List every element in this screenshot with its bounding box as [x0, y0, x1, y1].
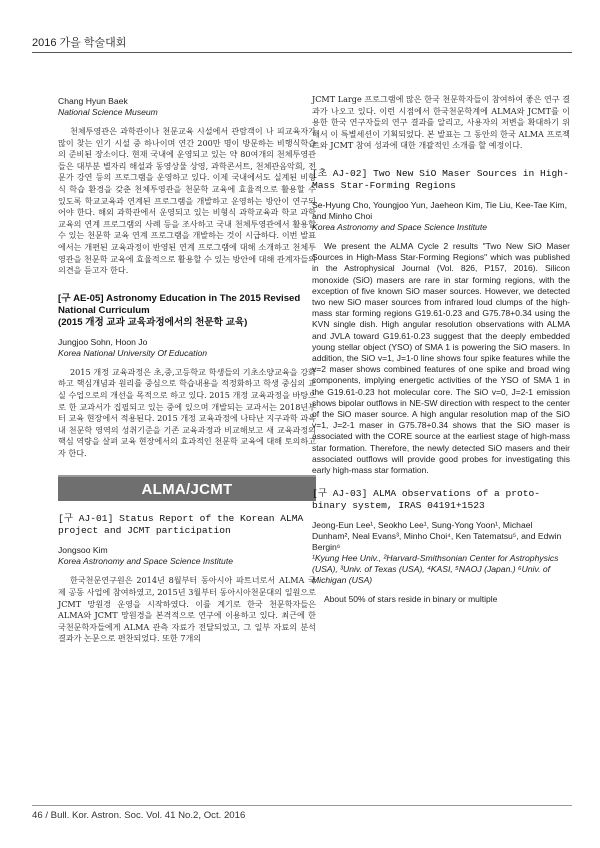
abstract-body: 한국천문연구원은 2014년 8월부터 동아시아 파트너로서 ALMA 국제 공동 사업에 참여하였고, 2015년 3월부터 동아시아천문대의 일원으로 JCMT 망원경 운영을 시작하였다. 이를 계기로 한국 천문학자들은 ALMA와 JCMT 망원경을 본격적으로 연구에 이용하고 있다. 최근에 한국천문학자들에게 ALMA 관측 자료가 전달되었고, 그 일부 자료의 분석 결과가 논문으로 편찬되었다. 또한 7개의: [58, 575, 316, 644]
affiliation-line: Korea Astronomy and Space Science Institute: [58, 556, 233, 567]
affiliation-line: ¹Kyung Hee Univ., ²Harvard-Smithsonian Center for Astrophysics (USA), ³Univ. of Texas (USA), ⁴KASI, ⁵NAOJ (Japan.) ⁶Univ. of Michigan (USA): [312, 553, 559, 586]
author-line: Se-Hyung Cho, Youngjoo Yun, Jaeheon Kim, Tie Liu, Kee-Tae Kim, and Minho Choi: [312, 199, 567, 221]
author-line: Jungjoo Sohn, Hoon Jo: [58, 336, 148, 347]
affiliation-line: Korea National University Of Education: [58, 347, 208, 358]
abstract-title-line: [구 AE-05] Astronomy Education in The 2015 Revised National Curriculum: [58, 292, 301, 316]
abstract-body: About 50% of stars reside in binary or multiple: [324, 594, 498, 605]
abstract-body: 천체투영관은 과학관이나 천문교육 시설에서 관람객이 나 피교육자가 많이 찾는 인기 시설 중 하나이며 연간 200만 명이 방문하는 비행식학습의 준비된 장소이다. 현재 국내에 운영되고 있는 약 80여개의 천체투영관들은 대부분 별자리 해설과 동영상물 상영, 과학콘서트, 천체관음악회, 전문가 강연 등의 프로그램을 운영하고 있다. 이제 국내에서도 실계된 비형식 학습 환경을 갖춘 천체투영관을 천문학 교육에 효율적으로 활용할 수 있도록 학교교육과 연계된 프로그램을 개발하고 운영하는 방안이 연구되어야 한다. 해외 과학관에서 운영되고 있는 비형식 과학교육과 학교 과학교육의 연계 프로그램의 사례 등을 조사하고 국내 천체투영관에서 활용할 수 있는 천문학 교육 연계 프로그램을 개발하는 것이 시급하다. 이번 발표에서는 개편된 교육과정이 반영된 연계 프로그램에 대해 소개하고 천체투영관을 천문학 교육에 효율적으로 활용할 수 있는 방안에 대해 관계자들의 의견을 듣고자 한다.: [58, 126, 316, 276]
left-column: [58, 96, 316, 645]
abstract-title: [구 AJ-03] ALMA observations of a proto-binary system, IRAS 04191+1523: [312, 488, 541, 512]
author-line: Jeong-Eun Lee¹, Seokho Lee¹, Sung-Yong Yoon¹, Michael Dunham², Neal Evans³, Minho Choi⁴, Ken Tatematsu⁵, and Edwin Bergin⁶: [312, 520, 562, 553]
footer-rule: [32, 805, 572, 806]
abstract-title: [구 AJ-01] Status Report of the Korean ALMA project and JCMT participation: [58, 513, 304, 537]
abstract-title-subtitle: (2015 개정 교과 교육과정에서의 천문학 교육): [58, 316, 248, 328]
running-footer: 46 / Bull. Kor. Astron. Soc. Vol. 41 No.2, Oct. 2016: [32, 810, 246, 821]
running-header: 2016 가을 학술대회: [32, 37, 127, 49]
abstract-title: [58, 293, 316, 329]
abstract-body: We present the ALMA Cycle 2 results "Two New SiO Maser Sources in High-Mass Star-Forming Regions" which was published in the Astrophysical Journal (Vol. 826, P157, 2016). Silicon monoxide (SiO) masers are rare in star forming regions, with the exception of five known SiO maser sources. However, we detected two new SiO maser sources from infrared loud clumps of the high-mass star forming regions G19.61-0.23 and G75.78+0.34 using the KVN single dish. High angular resolution observations with ALMA and JVLA toward G19.61-0.23 suggest that the deeply embedded young stellar object (YSO) of SMA 1 is powering the SiO masers. In addition, the SiO v=1, J=1-0 line shows four spike features while the v=2 maser shows combined features of one spike and broad wing components, implying energetic activities of the YSO of SMA 1 in the G19.61-0.23 hot molecular core. The SiO v=0, J=2-1 emission shows bipolar outflows in NE-SW direction with respect to the center of the SiO maser source. A high angular resolution map of the SiO v=1, J=2-1 maser in G75.78+0.34 shows that the SiO maser is associated with the CORE source at the earliest stage of high-mass star formation. Therefore, the newly detected SiO masers and their associated outflows will provide good probes for investigating this early high-mass star formation.: [312, 240, 570, 476]
abstract-body: 2015 개정 교육과정은 초,중,고등학교 학생들의 기초소양교육을 강화하고 핵심개념과 원리를 중심으로 학습내용을 적정화하고 학생 중심의 교실 수업으로의 개선을 목적으로 하고 있다. 2015 개정 교육과정을 바탕으로 한 교과서가 집필되고 있는 중에 있으며 개발되는 교과서는 2018년부터 교육 현장에서 적용된다. 2015 개정 교육과정에 나타난 지구과학 과목 내 천문학 영역의 성취기준을 기존 교육과정과 비교해보고 새 교육과정의 핵심 역량을 살펴 교육 현장에서의 효과적인 천문학 교육에 대해 토의하고자 한다.: [58, 366, 316, 458]
author-line: Chang Hyun Baek: [58, 96, 128, 106]
section-banner: [58, 475, 316, 501]
abstract-title: [초 AJ-02] Two New SiO Maser Sources in High-Mass Star-Forming Regions: [312, 167, 569, 191]
header-rule: [32, 52, 572, 53]
author-line: Jongsoo Kim: [58, 545, 108, 556]
right-column: [312, 94, 570, 605]
affiliation-line: National Science Museum: [58, 107, 158, 117]
affiliation-line: Korea Astronomy and Space Science Institute: [312, 221, 487, 232]
abstract-body-continued: JCMT Large 프로그램에 많은 한국 천문학자들이 참여하여 좋은 연구 결과가 나오고 있다. 이런 시점에서 한국천문학계에 ALMA와 JCMT를 이용한 한국 연구자들의 연구 결과를 알리고, 사용자의 저변을 확대하기 위해서 이 특별세션이 기획되었다. 본 발표는 그 동안의 한국 ALMA 프로젝트와 JCMT 참여 성과에 대한 개괄적인 소개를 할 예정이다.: [312, 94, 570, 151]
section-banner-label: ALMA/JCMT: [141, 480, 233, 498]
